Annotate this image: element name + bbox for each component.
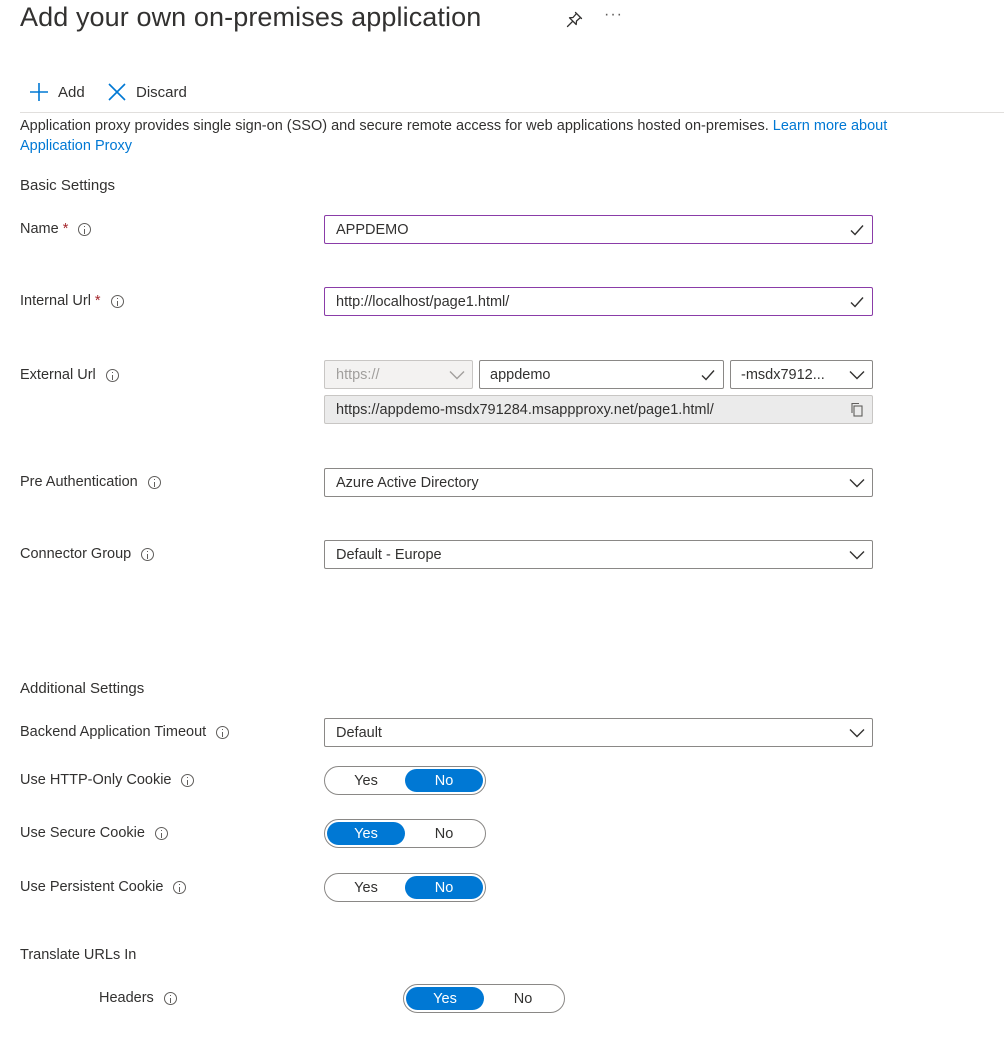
toggle-no-option[interactable]: No bbox=[405, 769, 483, 792]
toggle-no-option[interactable]: No bbox=[513, 990, 533, 1007]
info-icon[interactable] bbox=[181, 774, 194, 787]
add-icon bbox=[28, 81, 50, 103]
headers-toggle[interactable] bbox=[403, 984, 565, 1013]
chevron-down-icon bbox=[842, 541, 872, 568]
info-icon[interactable] bbox=[173, 881, 186, 894]
toggle-no-option[interactable]: No bbox=[434, 825, 454, 842]
discard-button[interactable] bbox=[106, 80, 187, 104]
toggle-yes-option[interactable]: Yes bbox=[406, 987, 484, 1010]
persistent-cookie-label-text: Use Persistent Cookie bbox=[20, 879, 164, 895]
name-input[interactable] bbox=[324, 215, 873, 244]
add-button-label: Add bbox=[58, 83, 85, 101]
info-icon[interactable] bbox=[106, 369, 119, 382]
name-input-value: APPDEMO bbox=[336, 221, 409, 238]
add-button[interactable] bbox=[28, 80, 85, 104]
info-icon[interactable] bbox=[111, 295, 124, 308]
persistent-cookie-label bbox=[20, 879, 186, 895]
description-text: Application proxy provides single sign-on (SSO) and secure remote access for web applications hosted on-premises. bbox=[20, 118, 773, 134]
copy-icon[interactable] bbox=[842, 396, 872, 423]
internal-url-label bbox=[20, 293, 124, 309]
info-icon[interactable] bbox=[155, 827, 168, 840]
discard-button-label: Discard bbox=[136, 83, 187, 101]
external-url-value: https://appdemo-msdx791284.msappproxy.net/page1.html/ bbox=[336, 401, 714, 418]
scheme-select-value: https:// bbox=[336, 366, 380, 383]
checkmark-icon bbox=[693, 361, 723, 388]
info-icon[interactable] bbox=[164, 992, 177, 1005]
info-icon[interactable] bbox=[216, 726, 229, 739]
checkmark-icon bbox=[842, 216, 872, 243]
backend-timeout-label-text: Backend Application Timeout bbox=[20, 724, 207, 740]
backend-timeout-label bbox=[20, 724, 229, 740]
toggle-yes-option[interactable]: Yes bbox=[354, 879, 378, 896]
description bbox=[20, 116, 890, 156]
scheme-select bbox=[324, 360, 473, 389]
external-url-readonly bbox=[324, 395, 873, 424]
internal-url-input[interactable] bbox=[324, 287, 873, 316]
internal-url-input-value: http://localhost/page1.html/ bbox=[336, 293, 510, 310]
pre-authentication-label-text: Pre Authentication bbox=[20, 474, 138, 490]
connector-group-select[interactable] bbox=[324, 540, 873, 569]
pin-icon[interactable] bbox=[564, 10, 584, 30]
chevron-down-icon bbox=[842, 361, 872, 388]
secure-cookie-label-text: Use Secure Cookie bbox=[20, 825, 145, 841]
connector-group-label-text: Connector Group bbox=[20, 546, 132, 562]
chevron-down-icon bbox=[842, 469, 872, 496]
http-only-cookie-toggle[interactable] bbox=[324, 766, 486, 795]
toggle-yes-option[interactable]: Yes bbox=[354, 772, 378, 789]
secure-cookie-label bbox=[20, 825, 168, 841]
subdomain-input-value: appdemo bbox=[490, 366, 551, 383]
learn-more-link[interactable]: Learn more about Application Proxy bbox=[20, 118, 888, 154]
headers-label bbox=[99, 990, 177, 1006]
toggle-yes-option[interactable]: Yes bbox=[327, 822, 405, 845]
more-options-button[interactable]: ··· bbox=[604, 6, 623, 23]
domain-select[interactable] bbox=[730, 360, 873, 389]
info-icon[interactable] bbox=[141, 548, 154, 561]
chevron-down-icon bbox=[442, 361, 472, 388]
page-title: Add your own on-premises application bbox=[20, 2, 482, 32]
command-bar-divider bbox=[20, 112, 1004, 113]
required-marker: * bbox=[62, 221, 69, 237]
subdomain-input[interactable] bbox=[479, 360, 724, 389]
backend-timeout-value: Default bbox=[336, 724, 382, 741]
translate-urls-heading: Translate URLs In bbox=[20, 947, 137, 963]
required-marker: * bbox=[94, 293, 101, 309]
pre-authentication-value: Azure Active Directory bbox=[336, 474, 479, 491]
external-url-label bbox=[20, 367, 119, 383]
pre-authentication-label bbox=[20, 474, 161, 490]
backend-timeout-select[interactable] bbox=[324, 718, 873, 747]
basic-settings-heading: Basic Settings bbox=[20, 177, 116, 194]
checkmark-icon bbox=[842, 288, 872, 315]
domain-select-value: -msdx7912... bbox=[741, 366, 825, 383]
connector-group-label bbox=[20, 546, 154, 562]
http-only-cookie-label-text: Use HTTP-Only Cookie bbox=[20, 772, 172, 788]
http-only-cookie-label bbox=[20, 772, 194, 788]
info-icon[interactable] bbox=[78, 223, 91, 236]
headers-label-text: Headers bbox=[99, 990, 154, 1006]
secure-cookie-toggle[interactable] bbox=[324, 819, 486, 848]
external-url-label-text: External Url bbox=[20, 367, 96, 383]
toggle-no-option[interactable]: No bbox=[405, 876, 483, 899]
chevron-down-icon bbox=[842, 719, 872, 746]
discard-icon bbox=[106, 81, 128, 103]
internal-url-label-text: Internal Url bbox=[20, 293, 91, 309]
additional-settings-heading: Additional Settings bbox=[20, 680, 145, 697]
pre-authentication-select[interactable] bbox=[324, 468, 873, 497]
connector-group-value: Default - Europe bbox=[336, 546, 442, 563]
name-label-text: Name bbox=[20, 221, 59, 237]
info-icon[interactable] bbox=[148, 476, 161, 489]
persistent-cookie-toggle[interactable] bbox=[324, 873, 486, 902]
name-label bbox=[20, 221, 91, 237]
